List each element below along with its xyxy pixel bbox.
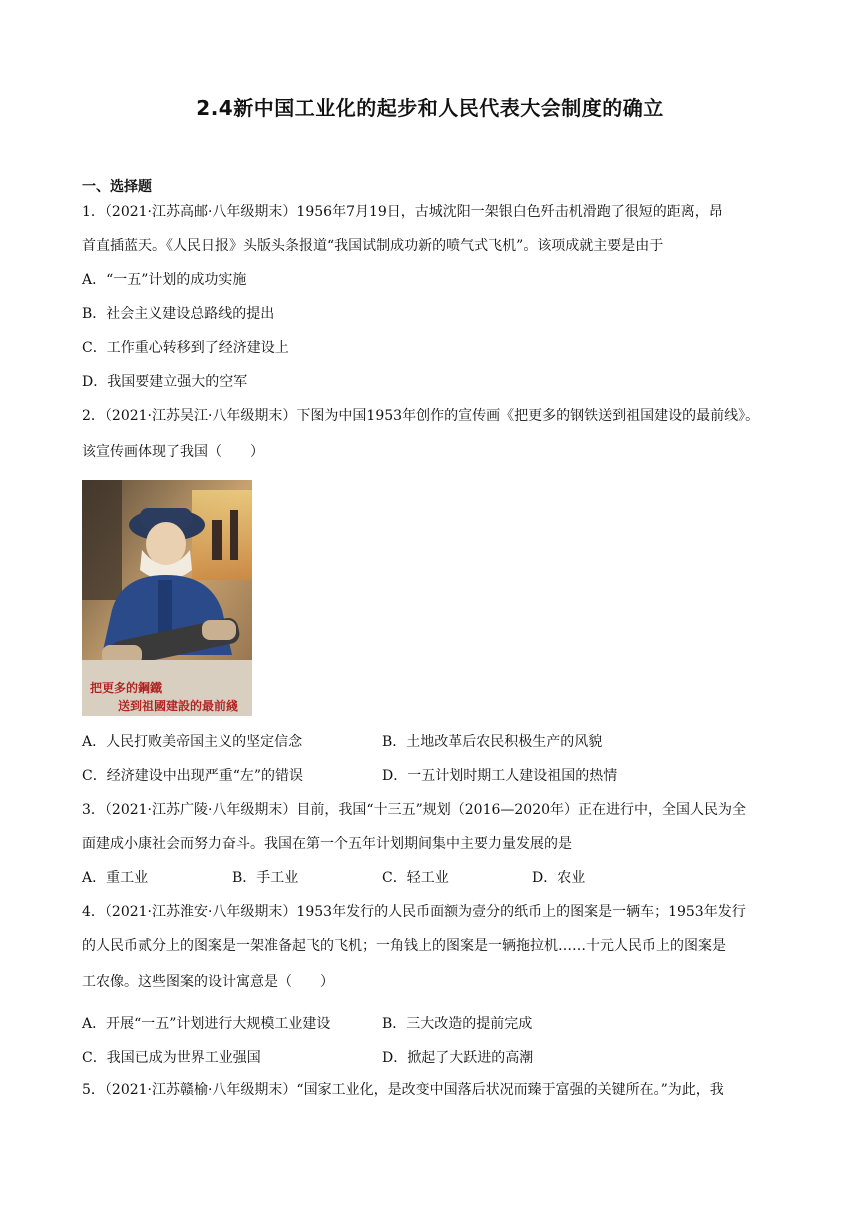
- question-2-line-1: 2．（2021·江苏吴江·八年级期末）下图为中国1953年创作的宣传画《把更多的钢铁送到祖国建设的最前线》。: [82, 408, 760, 424]
- question-4-line-3: 工农像。这些图案的设计寓意是（ ）: [82, 974, 334, 990]
- question-1-line-1: 1．（2021·江苏高邮·八年级期末）1956年7月19日，古城沈阳一架银白色歼击机滑跑了很短的距离，昂: [82, 204, 723, 220]
- poster-caption-1: 把更多的鋼鐵: [90, 681, 163, 695]
- question-2-line-2: 该宣传画体现了我国（ ）: [82, 444, 264, 460]
- propaganda-poster-image: [82, 480, 252, 716]
- question-1-option-c: C．工作重心转移到了经济建设上: [82, 340, 289, 356]
- question-2-option-d: D．一五计划时期工人建设祖国的热情: [382, 768, 618, 784]
- question-3-line-2: 面建成小康社会而努力奋斗。我国在第一个五年计划期间集中主要力量发展的是: [82, 836, 572, 852]
- section-heading: 一、选择题: [82, 179, 152, 195]
- question-2-option-a: A．人民打败美帝国主义的坚定信念: [82, 734, 303, 750]
- question-1-option-a: A．“一五”计划的成功实施: [82, 272, 247, 288]
- question-3-option-b: B．手工业: [232, 870, 299, 886]
- question-3-line-1: 3．（2021·江苏广陵·八年级期末）目前，我国“十三五”规划（2016—2020年）正在进行中，全国人民为全: [82, 802, 747, 818]
- question-4-option-c: C．我国已成为世界工业强国: [82, 1050, 261, 1066]
- poster-caption-2: 送到祖國建設的最前綫: [118, 699, 239, 713]
- question-1-line-2: 首直插蓝天。《人民日报》头版头条报道“我国试制成功新的喷气式飞机”。该项成就主要是由于: [82, 238, 664, 254]
- poster-illustration: [82, 480, 252, 716]
- question-2-option-c: C．经济建设中出现严重“左”的错误: [82, 768, 304, 784]
- question-3-option-a: A．重工业: [82, 870, 149, 886]
- question-4-option-a: A．开展“一五”计划进行大规模工业建设: [82, 1016, 331, 1032]
- page-title: 2.4新中国工业化的起步和人民代表大会制度的确立: [196, 96, 664, 120]
- question-4-line-1: 4．（2021·江苏淮安·八年级期末）1953年发行的人民币面额为壹分的纸币上的图案是一辆车；1953年发行: [82, 904, 746, 920]
- question-4-option-b: B．三大改造的提前完成: [382, 1016, 533, 1032]
- question-3-option-d: D．农业: [532, 870, 586, 886]
- question-4-line-2: 的人民币贰分上的图案是一架准备起飞的飞机；一角钱上的图案是一辆拖拉机……十元人民币上的图案是: [82, 938, 726, 954]
- question-2-option-b: B．土地改革后农民积极生产的风貌: [382, 734, 603, 750]
- question-4-option-d: D．掀起了大跃进的高潮: [382, 1050, 534, 1066]
- question-1-option-b: B．社会主义建设总路线的提出: [82, 306, 275, 322]
- question-3-option-c: C．轻工业: [382, 870, 449, 886]
- question-5-line-1: 5．（2021·江苏赣榆·八年级期末）“国家工业化，是改变中国落后状况而臻于富强的关键所在。”为此，我: [82, 1082, 724, 1098]
- question-1-option-d: D．我国要建立强大的空军: [82, 374, 248, 390]
